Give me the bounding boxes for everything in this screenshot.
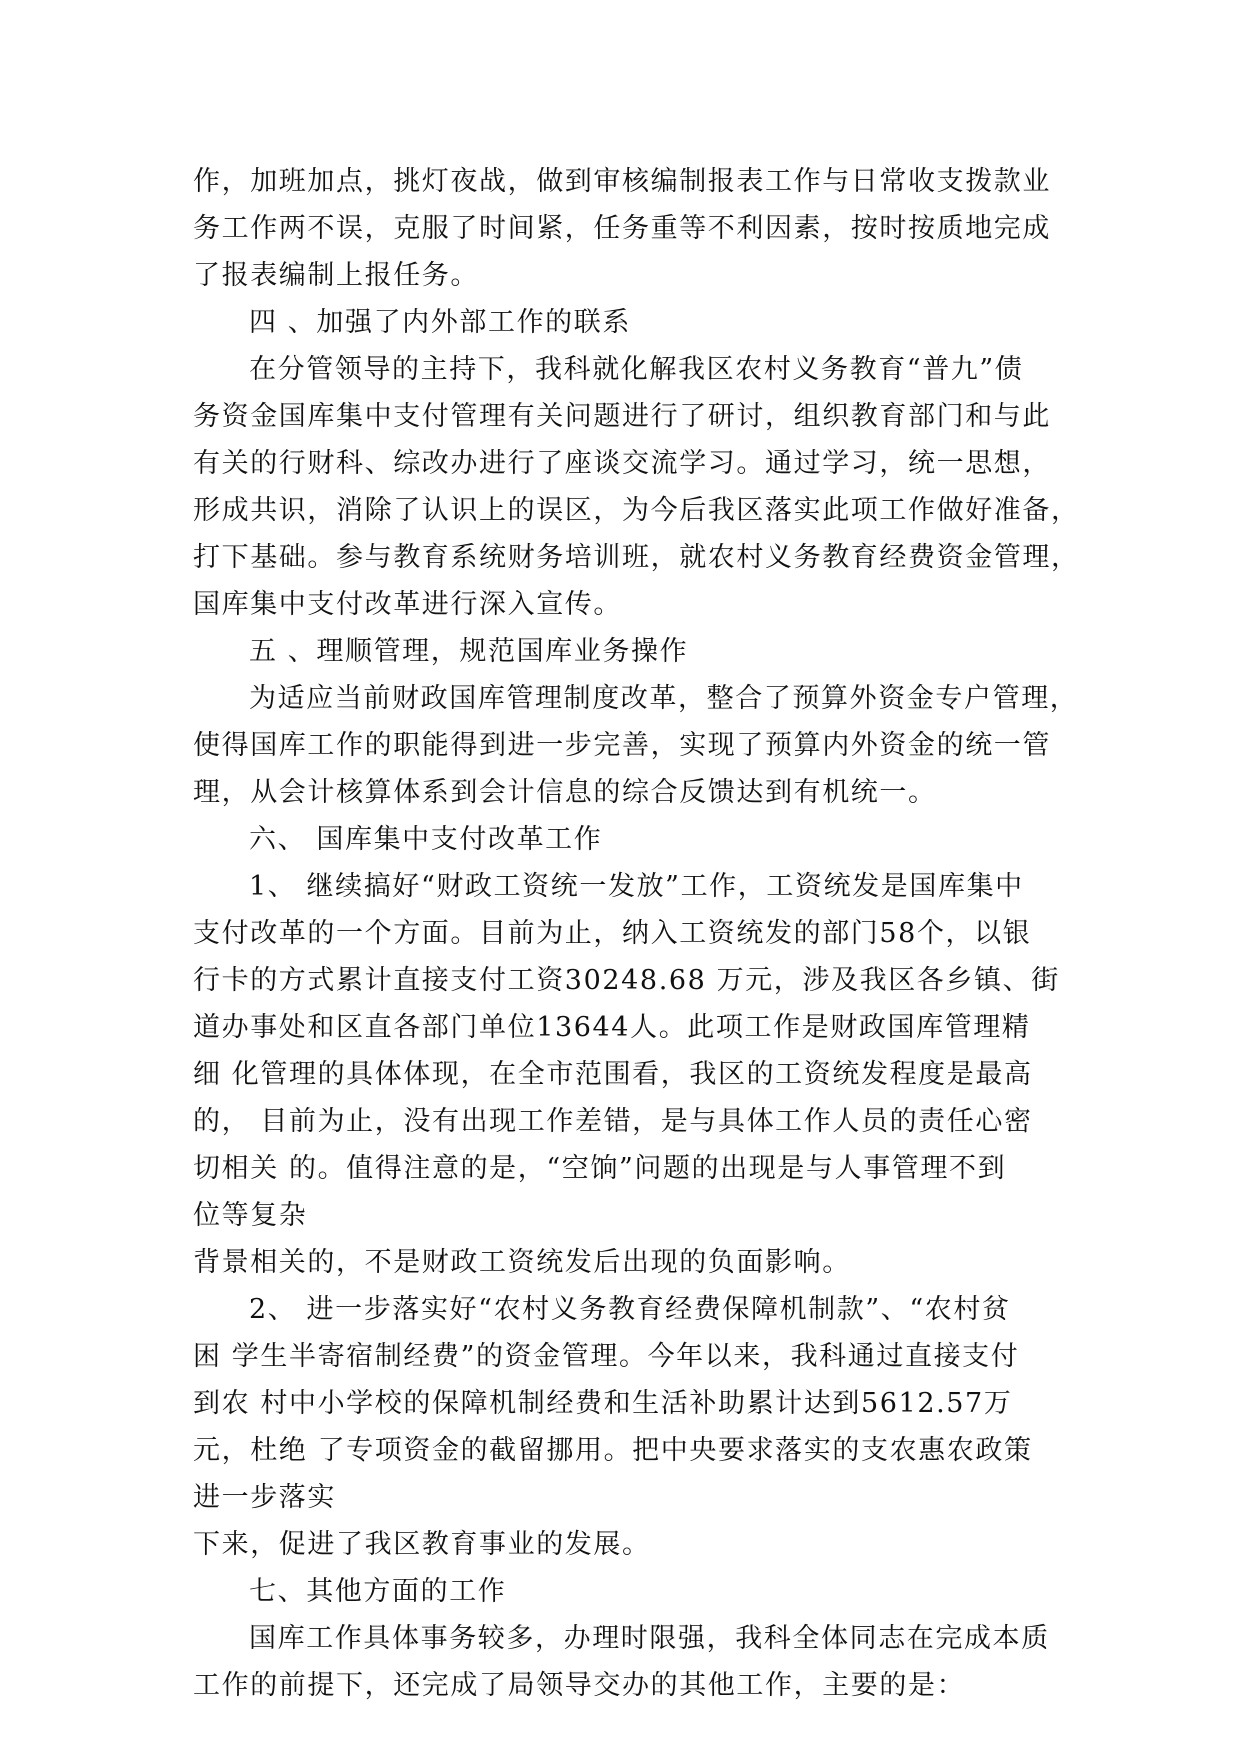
text-line-32: 国库工作具体事务较多，办理时限强，我科全体同志在完成本质: [249, 1623, 1050, 1654]
text-line-2: 务工作两不误，克服了时间紧，任务重等不利因素，按时按质地完成: [193, 213, 1051, 244]
text-line-22: 切相关 的。值得注意的是，“空饷”问题的出现是与人事管理不到: [193, 1153, 1007, 1184]
section-heading-6: 六、 国库集中支付改革工作: [249, 824, 603, 855]
text-line-25: 2、 进一步落实好“农村义务教育经费保障机制款”、“农村贫: [249, 1294, 1011, 1325]
text-line-24: 背景相关的，不是财政工资统发后出现的负面影响。: [193, 1247, 851, 1278]
text-line-28: 元，杜绝 了专项资金的截留挪用。把中央要求落实的支农惠农政策: [193, 1435, 1033, 1466]
section-heading-5: 五 、理顺管理，规范国库业务操作: [249, 636, 689, 667]
text-line-9: 打下基础。参与教育系统财务培训班，就农村义务教育经费资金管理，: [193, 542, 1080, 573]
text-line-18: 行卡的方式累计直接支付工资30248.68 万元，涉及我区各乡镇、街: [193, 965, 1060, 996]
text-line-10: 国库集中支付改革进行深入宣传。: [193, 589, 622, 620]
text-line-30: 下来，促进了我区教育事业的发展。: [193, 1529, 651, 1560]
text-line-27: 到农 村中小学校的保障机制经费和生活补助累计达到5612.57万: [193, 1388, 1013, 1419]
text-line-19: 道办事处和区直各部门单位13644人。此项工作是财政国库管理精: [193, 1012, 1031, 1043]
text-line-5: 在分管领导的主持下，我科就化解我区农村义务教育“普九”债: [249, 354, 1024, 385]
text-line-29: 进一步落实: [193, 1482, 336, 1513]
text-line-8: 形成共识，消除了认识上的误区，为今后我区落实此项工作做好准备，: [193, 495, 1080, 526]
document-body: [193, 158, 1080, 1709]
section-heading-4: 四 、加强了内外部工作的联系: [249, 307, 631, 338]
text-line-6: 务资金国库集中支付管理有关问题进行了研讨，组织教育部门和与此: [193, 401, 1051, 432]
text-line-7: 有关的行财科、综改办进行了座谈交流学习。通过学习，统一思想，: [193, 448, 1051, 479]
text-line-13: 使得国库工作的职能得到进一步完善，实现了预算内外资金的统一管: [193, 730, 1051, 761]
text-line-26: 困 学生半寄宿制经费”的资金管理。今年以来，我科通过直接支付: [193, 1341, 1020, 1372]
text-line-33: 工作的前提下，还完成了局领导交办的其他工作，主要的是：: [193, 1670, 966, 1701]
text-line-12: 为适应当前财政国库管理制度改革，整合了预算外资金专户管理，: [249, 683, 1079, 714]
text-line-16: 1、 继续搞好“财政工资统一发放”工作，工资统发是国库集中: [249, 871, 1024, 902]
text-line-23: 位等复杂: [193, 1200, 308, 1231]
text-line-20: 细 化管理的具体体现，在全市范围看，我区的工资统发程度是最高: [193, 1059, 1033, 1090]
text-line-21: 的， 目前为止，没有出现工作差错，是与具体工作人员的责任心密: [193, 1106, 1033, 1137]
section-heading-7: 七、其他方面的工作: [249, 1576, 507, 1607]
text-line-3: 了报表编制上报任务。: [193, 260, 479, 291]
text-line-1: 作，加班加点，挑灯夜战，做到审核编制报表工作与日常收支拨款业: [193, 166, 1051, 197]
text-line-17: 支付改革的一个方面。目前为止，纳入工资统发的部门58个，以银: [193, 918, 1032, 949]
text-line-14: 理，从会计核算体系到会计信息的综合反馈达到有机统一。: [193, 777, 937, 808]
